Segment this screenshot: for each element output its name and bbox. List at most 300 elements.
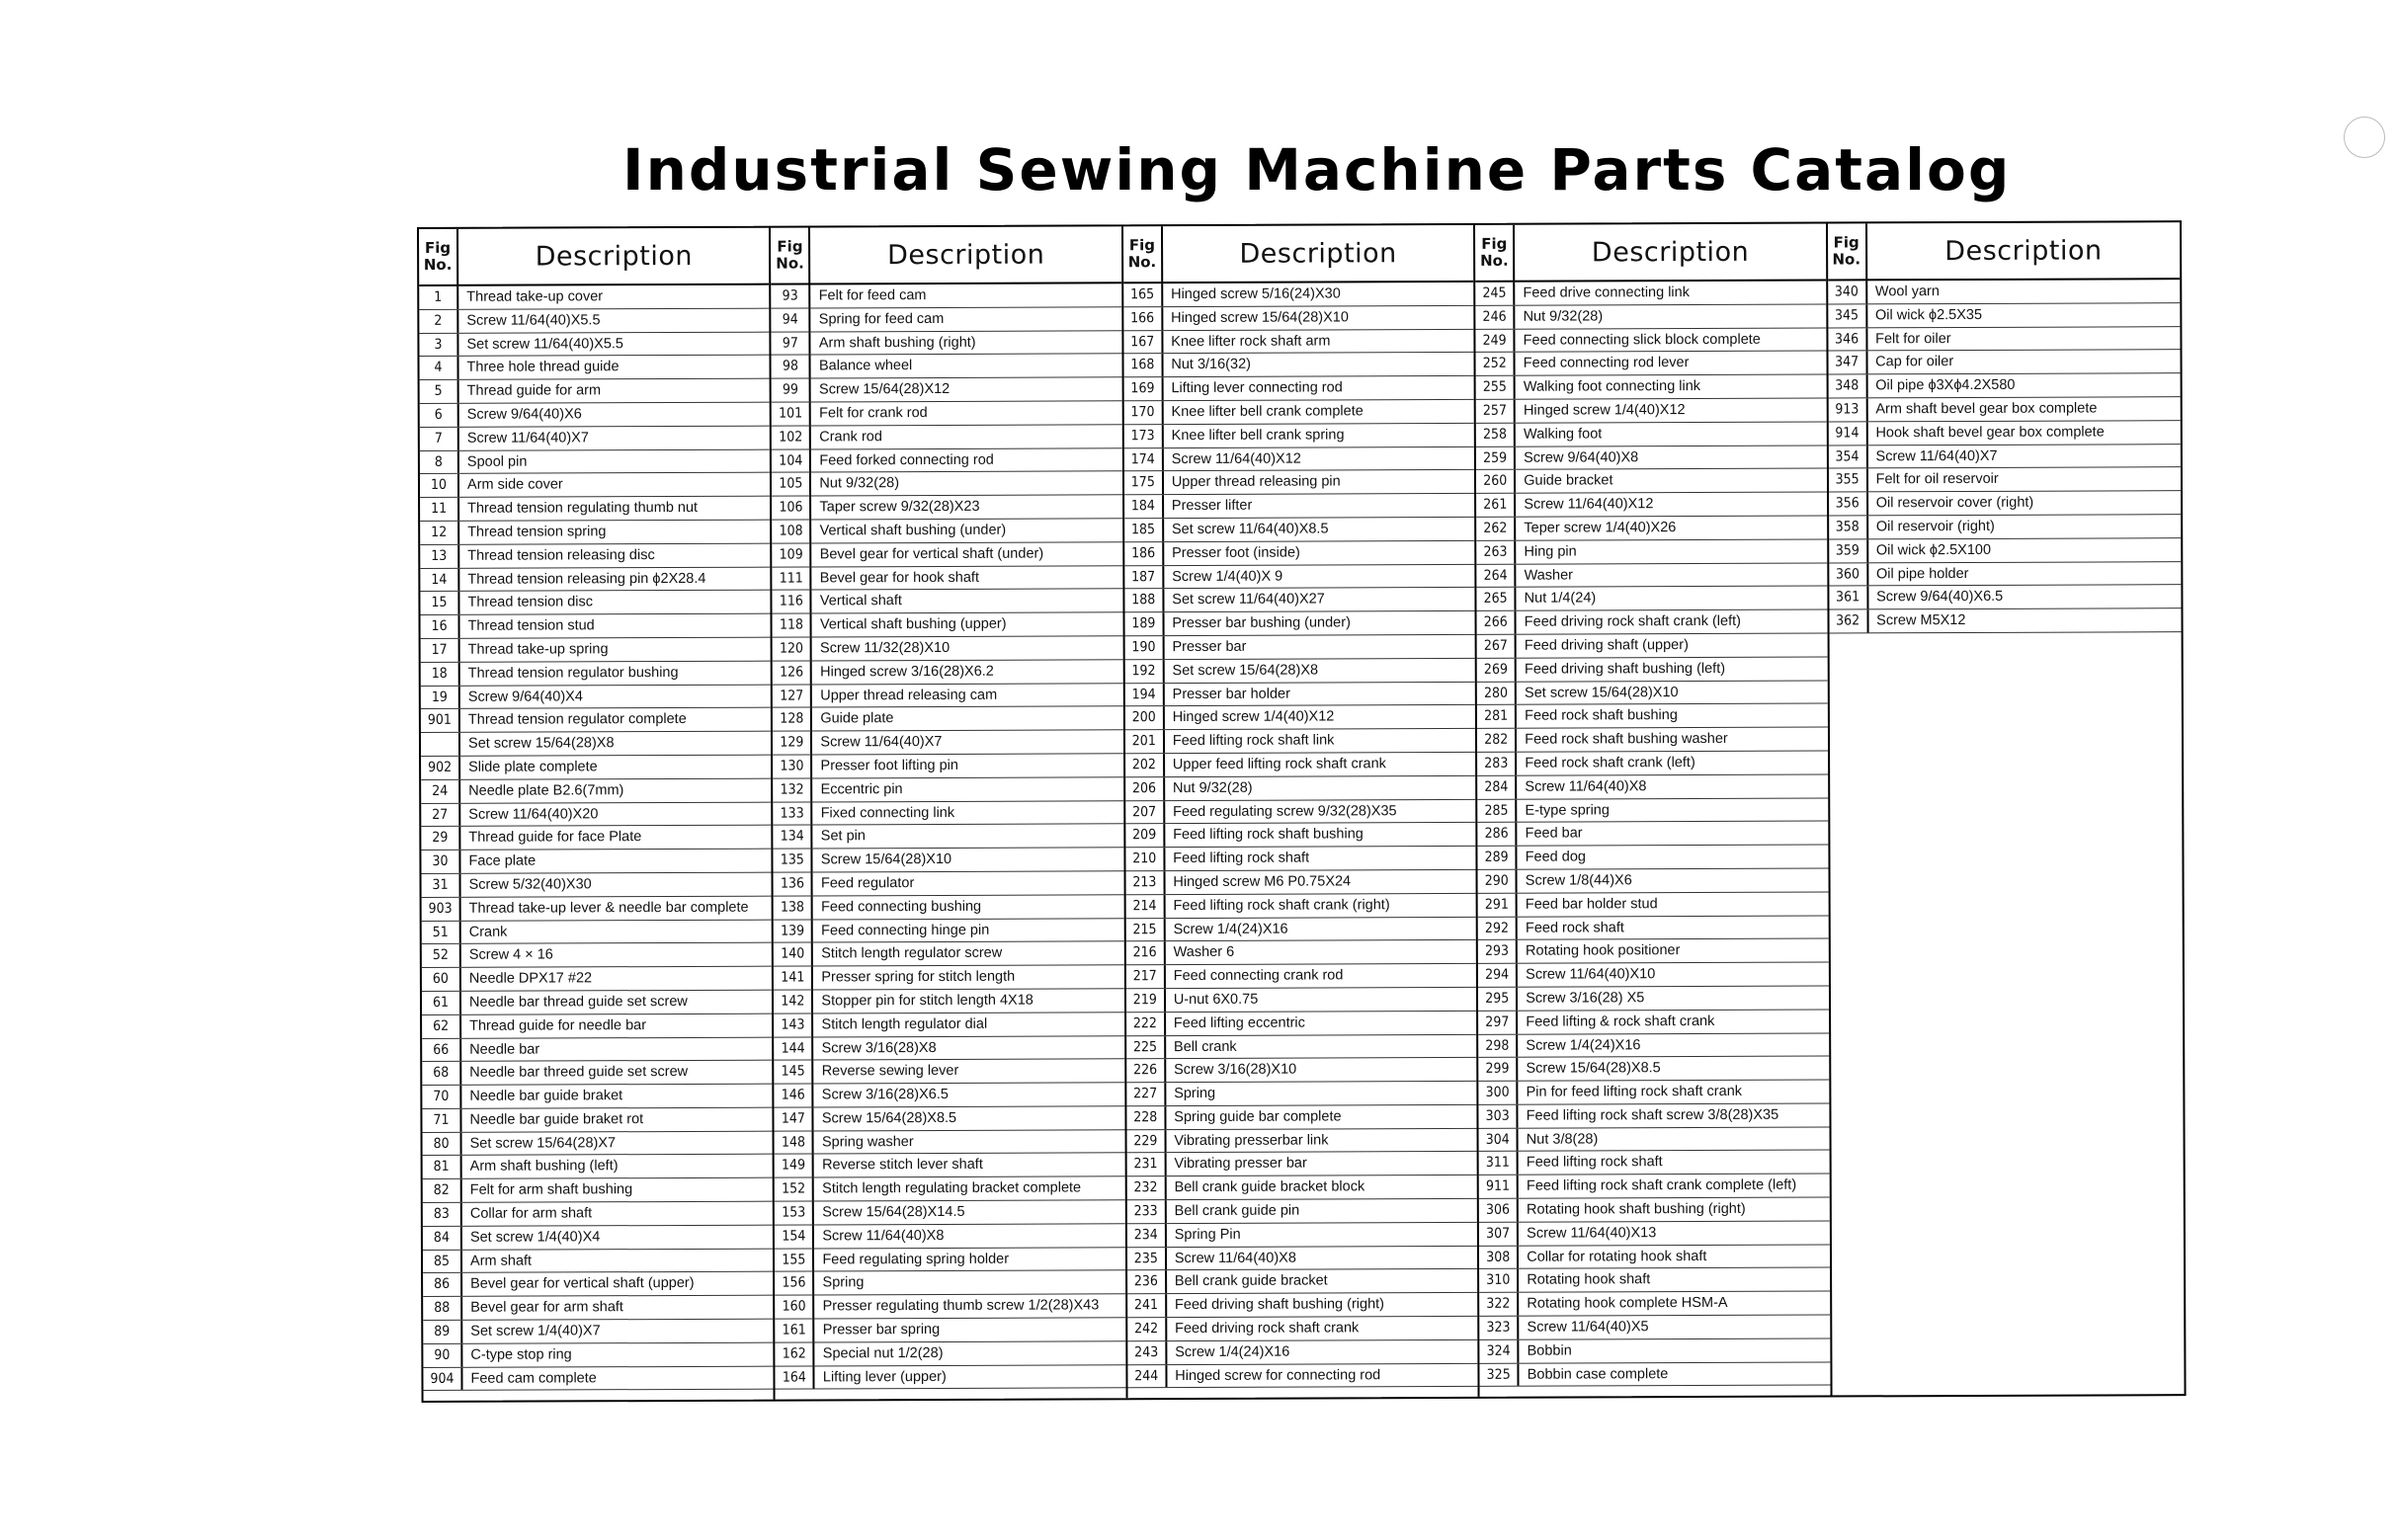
table-row [1829,538,2181,563]
part-description: Screw 11/64(40)X12 [1171,450,1301,467]
table-row [1828,445,2180,469]
table-row [1124,564,1474,589]
part-description: Three hole thread guide [466,359,620,376]
fig-number: 300 [1479,1082,1519,1104]
table-row [1828,327,2180,352]
table-row [773,542,1122,567]
fig-number: 94 [772,308,811,331]
table-row [1127,1247,1477,1271]
fig-number: 235 [1127,1248,1167,1270]
table-row [774,989,1123,1013]
fig-number: 360 [1829,563,1868,586]
part-description: Needle DPX17 #22 [468,970,593,987]
part-description: Screw 11/64(40)X5.5 [466,312,601,329]
fig-number: 257 [1476,400,1516,423]
part-description: Hinged screw 1/4(40)X12 [1172,708,1335,726]
fig-number: 355 [1829,469,1868,492]
table-row [1127,1364,1477,1389]
table-row [1479,1127,1829,1152]
part-description: Feed driving shaft bushing (left) [1524,660,1726,678]
fig-number: 186 [1124,542,1164,565]
fig-number: 354 [1828,446,1867,468]
fig-number: 269 [1477,658,1517,681]
table-row [775,1224,1124,1249]
fig-number: 149 [775,1155,814,1177]
part-description: Stitch length regulating bracket complete [822,1179,1082,1197]
fig-number: 10 [420,474,459,497]
fig-number: 225 [1126,1036,1166,1059]
fig-header-label: Fig [1481,234,1508,253]
table-row [420,543,770,568]
table-row [773,590,1122,614]
part-description: Screw 15/64(28)X12 [819,381,951,398]
fig-number: 259 [1476,446,1516,469]
fig-number: 93 [772,284,811,307]
part-description: Feed driving rock shaft crank [1175,1320,1360,1337]
part-description: Feed forked connecting rod [819,451,994,469]
part-description: Face plate [468,852,537,869]
table-row [774,919,1123,943]
table-row [423,1249,773,1273]
part-description: Hinged screw for connecting rod [1175,1366,1381,1384]
fig-number: 322 [1479,1293,1519,1316]
fig-number: 90 [423,1344,462,1367]
fig-number: 105 [772,473,811,496]
fig-header-label: Fig [1128,236,1155,255]
table-row [773,566,1122,591]
fig-number: 82 [423,1179,462,1202]
fig-no-header [1123,226,1163,282]
description-header: Description [1944,234,2103,267]
fig-number: 167 [1123,331,1163,354]
fig-number: 164 [776,1366,815,1389]
column-header [771,226,1121,284]
fig-number: 292 [1478,917,1518,939]
table-row [1828,397,2180,422]
part-description: Thread tension releasing disc [467,546,655,564]
table-row [1123,329,1473,354]
part-description: Spring guide bar complete [1174,1108,1342,1125]
fig-number: 285 [1477,799,1517,822]
part-description: Set screw 1/4(40)X7 [470,1323,601,1339]
fig-no-header [419,229,458,284]
part-description: Oil pipe holder [1875,565,1969,582]
part-description: Nut 3/16(32) [1171,357,1251,373]
fig-number: 202 [1125,754,1165,776]
fig-number: 267 [1477,635,1517,658]
table-row [1479,1245,1829,1269]
fig-number: 165 [1123,284,1163,306]
table-row [420,473,770,498]
part-description: Feed lifting rock shaft link [1172,732,1335,750]
table-row [1828,373,2180,398]
table-row [1124,635,1474,660]
table-row [776,1318,1125,1342]
part-description: Set pin [820,828,866,845]
table-row [1125,894,1475,919]
parts-list [1828,280,2182,633]
table-row [1478,868,1828,893]
table-row [775,1036,1124,1061]
part-description: Hing pin [1524,543,1577,560]
fig-number: 134 [774,826,813,849]
table-row [420,403,770,428]
fig-number: 281 [1477,705,1517,728]
fig-number: 147 [775,1107,814,1130]
table-row [421,614,771,639]
fig-number: 298 [1478,1034,1518,1057]
part-description: Arm shaft bushing (left) [469,1158,619,1175]
column-header [1123,225,1474,284]
part-description: Wool yarn [1874,284,1940,300]
fig-number: 911 [1479,1175,1519,1198]
fig-number [421,733,460,756]
table-row [1124,518,1474,542]
table-row [772,401,1121,426]
fig-number: 154 [775,1225,814,1248]
part-description: Screw 11/64(40)X7 [1875,447,1998,464]
part-description: Lifting lever (upper) [822,1368,947,1386]
fig-number: 241 [1127,1294,1167,1317]
fig-number: 303 [1479,1105,1519,1128]
fig-number: 902 [421,757,460,779]
table-row [774,825,1123,850]
table-row [1125,847,1475,871]
part-description: Thread tension releasing pin ϕ2X28.4 [467,570,706,588]
part-description: Washer [1524,567,1574,584]
fig-number: 168 [1123,354,1163,376]
table-row [421,685,771,709]
table-row [422,1108,772,1133]
part-description: Feed lifting rock shaft [1173,850,1310,867]
part-description: Feed connecting bushing [821,898,982,916]
table-row [775,1130,1124,1155]
part-description: Stitch length regulator screw [821,945,1003,962]
no-header-label: No. [1480,251,1509,270]
table-row [1126,940,1476,965]
part-description: Feed lifting rock shaft crank complete (left) [1526,1176,1797,1194]
fig-number: 68 [422,1062,461,1085]
table-row [420,521,770,545]
fig-number: 146 [775,1085,814,1107]
table-row [772,425,1121,449]
fig-number: 139 [774,920,813,942]
part-description: Thread tension regulator complete [467,711,687,729]
part-description: Arm side cover [466,476,563,494]
fig-number: 231 [1126,1154,1166,1176]
table-row [774,871,1123,896]
part-description: Needle bar [469,1041,540,1058]
catalog-title: Industrial Sewing Machine Parts Catalog [622,136,2012,203]
table-row [422,967,772,992]
fig-number: 29 [421,827,460,850]
table-row [773,519,1122,543]
fig-number: 156 [775,1272,814,1295]
part-description: Screw 11/32(28)X10 [820,639,951,657]
table-row [1126,1152,1476,1176]
part-description: Feed lifting & rock shaft crank [1526,1013,1715,1030]
part-description: Stitch length regulator dial [821,1015,988,1033]
fig-number: 210 [1125,848,1165,870]
fig-number: 913 [1828,398,1867,421]
table-row [1127,1269,1477,1294]
catalog-column [1123,225,1480,1398]
fig-number: 97 [772,332,811,355]
table-row [1477,681,1827,705]
part-description: Rotating hook positioner [1526,942,1681,960]
part-description: Reverse sewing lever [821,1063,959,1080]
fig-number: 4 [420,357,459,379]
fig-number: 98 [772,356,811,378]
fig-number: 128 [773,708,812,731]
part-description: Screw 11/64(40)X8 [1174,1250,1296,1266]
part-description: Slide plate complete [468,759,598,775]
table-row [1479,1316,1829,1340]
fig-number: 323 [1479,1317,1519,1339]
part-description: Feed lifting rock shaft crank (right) [1173,896,1390,914]
part-description: Feed driving rock shaft crank (left) [1524,613,1741,630]
part-description: Bell crank guide bracket block [1174,1178,1365,1196]
fig-number: 226 [1126,1059,1166,1082]
part-description: Rotating hook shaft bushing (right) [1527,1200,1746,1218]
fig-number: 51 [422,921,461,943]
table-row [774,801,1123,826]
table-row [774,1013,1123,1037]
part-description: Cap for oiler [1875,354,1954,370]
fig-no-header [1475,225,1515,281]
table-row [775,1083,1124,1107]
table-row [421,826,771,851]
part-description: Presser bar bushing (under) [1172,614,1351,632]
fig-number: 324 [1480,1340,1520,1363]
part-description: Feed drive connecting link [1523,284,1690,301]
table-row [1123,400,1473,425]
table-row [775,1154,1124,1178]
fig-number: 66 [422,1038,461,1061]
fig-number: 290 [1478,870,1518,893]
fig-number: 106 [772,497,811,520]
part-description: Thread take-up lever & needle bar complete [468,899,749,917]
fig-number: 217 [1126,965,1166,988]
part-description: Fixed connecting link [820,804,955,821]
fig-number: 311 [1479,1152,1519,1175]
table-row [1478,1033,1828,1058]
table-row [420,449,770,474]
fig-number: 255 [1476,376,1516,399]
fig-number: 138 [774,896,813,919]
table-row [1125,823,1475,848]
part-description: Feed lifting eccentric [1173,1014,1305,1031]
table-row [774,965,1123,990]
fig-number: 85 [423,1251,462,1273]
table-row [1478,916,1828,940]
table-row [423,1155,773,1179]
fig-number: 289 [1478,847,1518,869]
table-row [1828,351,2180,375]
table-row [774,895,1123,920]
table-row [1477,728,1827,753]
table-row [420,497,770,522]
fig-number: 192 [1124,660,1164,683]
fig-number: 169 [1123,377,1163,400]
description-header: Description [1239,237,1397,270]
fig-number: 14 [420,568,459,591]
fig-number: 347 [1828,352,1867,374]
table-row [419,308,769,333]
table-row [1477,774,1827,799]
fig-number: 62 [422,1015,461,1038]
part-description: Bobbin case complete [1527,1365,1669,1383]
part-description: Upper thread releasing pin [1171,473,1341,491]
table-row [422,1085,772,1109]
part-description: Screw 3/16(28)X8 [821,1039,937,1056]
table-row [421,732,771,757]
part-description: Feed rock shaft [1525,919,1624,936]
fig-number: 120 [773,637,812,660]
part-description: Screw 11/64(40)X7 [466,430,589,446]
table-row [1477,633,1827,658]
part-description: Knee lifter bell crank spring [1171,427,1345,444]
table-row [1126,1034,1476,1059]
part-description: Thread tension spring [467,524,607,540]
fig-number: 362 [1829,610,1868,633]
table-row [1829,468,2181,493]
fig-number: 8 [420,450,459,473]
table-row [423,1178,773,1203]
fig-number: 233 [1127,1200,1167,1223]
part-description: Screw 11/64(40)X8 [1525,777,1647,795]
fig-number: 286 [1478,823,1518,846]
part-description: Feed bar holder stud [1525,895,1658,913]
table-row [774,848,1123,872]
part-description: Presser bar [1172,638,1247,656]
part-description: Feed rock shaft bushing [1525,707,1678,725]
fig-number: 52 [422,944,461,967]
part-description: Presser bar spring [822,1322,941,1338]
table-row [1477,751,1827,775]
part-description: Hinged screw 5/16(24)X30 [1171,285,1341,303]
part-description: Feed connecting slick block complete [1523,331,1761,349]
part-description: Felt for oiler [1875,330,1951,347]
table-row [1124,424,1474,448]
part-description: Presser lifter [1171,497,1253,515]
part-description: Special nut 1/2(28) [822,1344,944,1362]
part-description: Arm shaft [469,1253,533,1269]
fig-number: 265 [1477,588,1517,610]
part-description: Feed regulator [820,874,915,892]
table-row [1124,611,1474,636]
no-header-label: No. [776,254,804,273]
part-description: Felt for crank rod [819,405,928,422]
part-description: Set screw 15/64(28)X7 [469,1134,617,1152]
part-description: Thread guide for arm [466,382,602,399]
part-description: Feed lifting rock shaft [1526,1154,1663,1172]
fig-number: 246 [1476,306,1516,329]
table-row [772,331,1121,356]
table-row [423,1366,773,1391]
fig-number: 60 [422,968,461,991]
table-row [1479,1103,1829,1128]
fig-number: 299 [1478,1058,1518,1081]
table-row [1477,587,1827,611]
table-row [1829,608,2181,633]
column-header [1828,222,2181,281]
table-row [773,730,1122,755]
fig-number: 6 [420,404,459,427]
part-description: Spool pin [466,453,528,470]
fig-number: 194 [1125,684,1165,706]
fig-number: 7 [420,428,459,450]
table-row [423,1202,773,1227]
fig-number: 83 [423,1203,462,1226]
part-description: Screw 9/64(40)X8 [1524,448,1639,466]
part-description: Bevel gear for vertical shaft (under) [819,545,1044,563]
table-row [772,495,1121,520]
table-row [1124,494,1474,519]
part-description: Screw 3/16(28)X10 [1174,1061,1297,1079]
table-row [773,684,1122,708]
part-description: Presser bar holder [1172,686,1290,702]
table-row [421,850,771,874]
table-row [1476,446,1826,470]
table-row [1476,539,1826,564]
part-description: Set screw 1/4(40)X4 [469,1229,601,1246]
part-description: Thread take-up spring [467,641,609,658]
fig-number: 145 [775,1061,814,1084]
table-row [422,1061,772,1086]
fig-number: 111 [773,567,812,590]
table-row [419,332,769,357]
part-description: U-nut 6X0.75 [1173,991,1259,1008]
part-description: Feed regulating screw 9/32(28)X35 [1173,802,1397,820]
part-description: Needle plate B2.6(7mm) [468,781,624,799]
table-row [772,284,1121,308]
fig-number: 291 [1478,893,1518,916]
part-description: Screw 11/64(40)X8 [822,1227,945,1245]
part-description: Thread tension regulating thumb nut [467,500,699,517]
part-description: Feed rock shaft bushing washer [1525,731,1728,748]
part-description: Vertical shaft bushing (upper) [819,615,1007,633]
fig-number: 31 [422,874,461,897]
table-row [1127,1199,1477,1224]
table-row [1829,562,2181,587]
table-row [774,942,1123,967]
table-row [774,777,1123,802]
table-row [1478,939,1828,964]
table-row [423,1296,773,1321]
table-row [1123,376,1473,401]
table-row [1125,776,1475,801]
table-row [423,1320,773,1344]
table-row [423,1272,773,1297]
part-description: Pin for feed lifting rock shaft crank [1526,1083,1743,1100]
part-description: Vibrating presserbar link [1174,1132,1329,1149]
column-header [419,228,770,286]
table-row [1126,1082,1476,1106]
part-description: Guide bracket [1524,472,1613,490]
fig-number: 24 [421,780,460,803]
fig-number: 3 [419,333,458,356]
fig-number: 132 [774,778,813,801]
table-row [1126,1012,1476,1036]
fig-number: 188 [1124,589,1164,611]
table-row [1127,1293,1477,1318]
fig-number: 161 [776,1320,815,1342]
table-row [776,1295,1125,1320]
table-row [775,1200,1124,1225]
fig-number: 325 [1480,1363,1520,1386]
table-row [775,1248,1124,1272]
